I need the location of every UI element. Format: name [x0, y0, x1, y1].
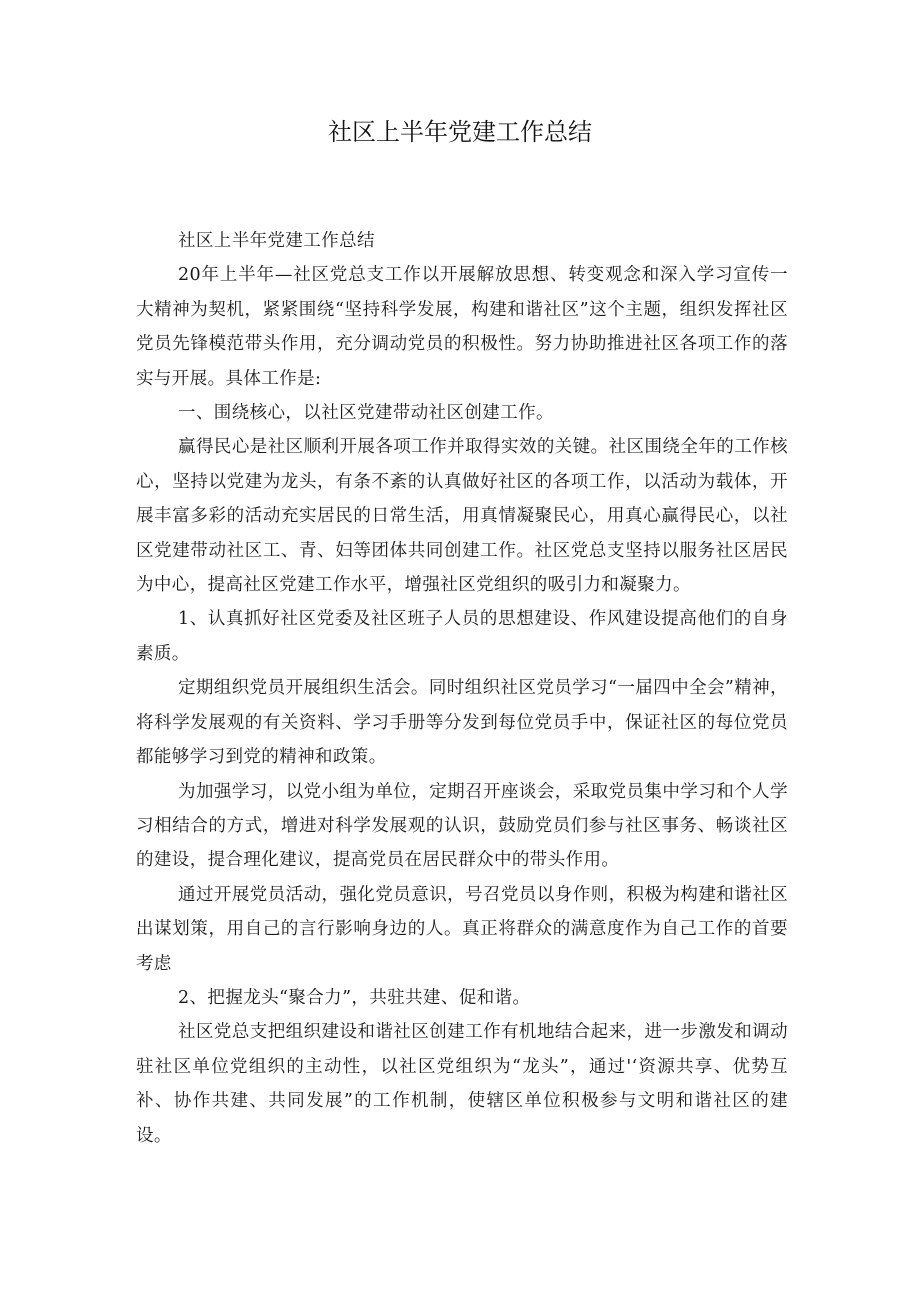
paragraph: 定期组织党员开展组织生活会。同时组织社区党员学习“一届四中全会”精神，将科学发展观的有关资料、学习手册等分发到每位党员手中，保证社区的每位党员都能够学习到党的精神和政策。 — [136, 678, 788, 768]
paragraph-intro: 20年上半年—社区党总支工作以开展解放思想、转变观念和深入学习宣传一大精神为契机，紧紧围绕“坚持科学发展，构建和谐社区”这个主题，组织发挥社区党员先锋模范带头作用，充分调动党员的积极性。努力协助推进社区各项工作的落实与开展。具体工作是: — [136, 265, 788, 389]
paragraph: 通过开展党员活动，强化党员意识，号召党员以身作则，积极为构建和谐社区出谋划策，用自己的言行影响身边的人。真正将群众的满意度作为自己工作的首要考虑 — [136, 884, 788, 974]
document-title: 社区上半年党建工作总结 — [328, 118, 592, 146]
paragraph: 为加强学习，以党小组为单位，定期召开座谈会，采取党员集中学习和个人学习相结合的方式，增进对科学发展观的认识，鼓励党员们参与社区事务、畅谈社区的建设，提合理化建议，提高党员在居民群众中的带头作用。 — [136, 781, 788, 871]
subsection-heading-1: 1、认真抓好社区党委及社区班子人员的思想建设、作风建设提高他们的自身素质。 — [136, 609, 788, 664]
paragraph: 赢得民心是社区顺利开展各项工作并取得实效的关键。社区围绕全年的工作核心，坚持以党建为龙头，有条不紊的认真做好社区的各项工作，以活动为载体，开展丰富多彩的活动充实居民的日常生活，用真情凝聚民心，用真心赢得民心，以社区党建带动社区工、青、妇等团体共同创建工作。社区党总支坚持以服务社区居民为中心，提高社区党建工作水平，增强社区党组织的吸引力和凝聚力。 — [136, 437, 788, 596]
paragraph-subtitle: 社区上半年党建工作总结 — [178, 231, 375, 251]
document-body — [136, 224, 788, 1153]
paragraph: 社区党总支把组织建设和谐社区创建工作有机地结合起来，进一步激发和调动驻社区单位党组织的主动性，以社区党组织为“龙头”，通过'‘资源共享、优势互补、协作共建、共同发展”的工作机制，使辖区单位积极参与文明和谐社区的建设。 — [136, 1022, 788, 1146]
subsection-heading-2: 2、把握龙头“聚合力”，共驻共建、促和谐。 — [178, 987, 531, 1008]
section-heading-1: 一、围绕核心，以社区党建带动社区创建工作。 — [178, 403, 554, 424]
